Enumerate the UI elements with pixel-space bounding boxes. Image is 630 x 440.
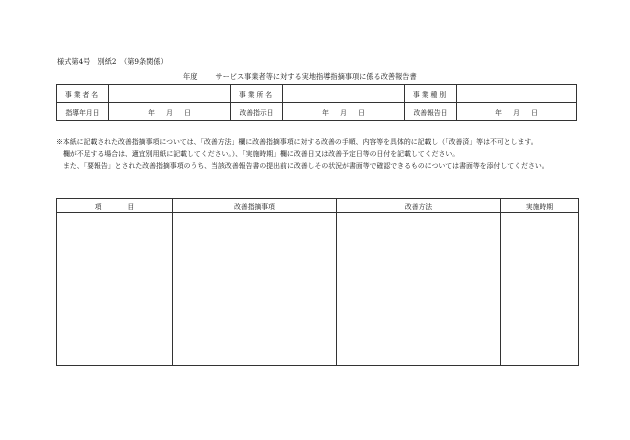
method-cell[interactable]: [337, 213, 501, 366]
instruction-date-label: 改善指示日: [231, 103, 283, 121]
office-name-field[interactable]: [283, 85, 405, 103]
guidance-date-label: 指導年月日: [57, 103, 109, 121]
year-label: 年: [148, 108, 155, 117]
column-timing: 実施時期: [501, 199, 579, 213]
note-line-3: また、「要報告」とされた改善指摘事項のうち、当該改善報告書の提出前に改善しその状況が書面等で確認できるものについては書面等を添付してください。: [63, 162, 549, 171]
column-item-part2: 目: [127, 202, 135, 211]
item-cell[interactable]: [57, 213, 173, 366]
timing-cell[interactable]: [501, 213, 579, 366]
form-number: 様式第4号 別紙2 （第9条関係）: [57, 57, 168, 66]
column-finding: 改善指摘事項: [173, 199, 337, 213]
notes: [56, 136, 578, 173]
year-label: 年: [495, 108, 502, 117]
report-date-field[interactable]: [457, 103, 577, 121]
business-type-label: 事業種別: [405, 85, 457, 103]
report-date-label: 改善報告日: [405, 103, 457, 121]
day-label: 日: [531, 108, 538, 117]
day-label: 日: [358, 108, 365, 117]
note-line-1: ※本紙に記載された改善指摘事項については、「改善方法」欄に改善指摘事項に対する改善の手順、内容等を具体的に記載し（「改善済」等は不可とします。: [56, 138, 538, 146]
guidance-date-field[interactable]: [109, 103, 231, 121]
month-label: 月: [340, 108, 347, 117]
title-text: サービス事業者等に対する実地指導指摘事項に係る改善報告書: [215, 72, 417, 81]
day-label: 日: [184, 108, 191, 117]
column-method: 改善方法: [337, 199, 501, 213]
business-name-field[interactable]: [109, 85, 231, 103]
business-type-field[interactable]: [457, 85, 577, 103]
year-label: 年: [322, 108, 329, 117]
month-label: 月: [166, 108, 173, 117]
info-table: [56, 84, 577, 121]
improvement-table: [56, 198, 579, 366]
instruction-date-field[interactable]: [283, 103, 405, 121]
finding-cell[interactable]: [173, 213, 337, 366]
column-item: [57, 199, 173, 213]
office-name-label: 事業所名: [231, 85, 283, 103]
report-title: [183, 72, 417, 82]
business-name-label: 事業者名: [57, 85, 109, 103]
month-label: 月: [513, 108, 520, 117]
title-year: 年度: [183, 72, 198, 81]
note-line-2: 欄が不足する場合は、適宜別用紙に記載してください。）、「実施時期」欄に改善日又は改善予定日等の日付を記載してください。: [63, 150, 460, 159]
column-item-part1: 項: [94, 202, 102, 211]
